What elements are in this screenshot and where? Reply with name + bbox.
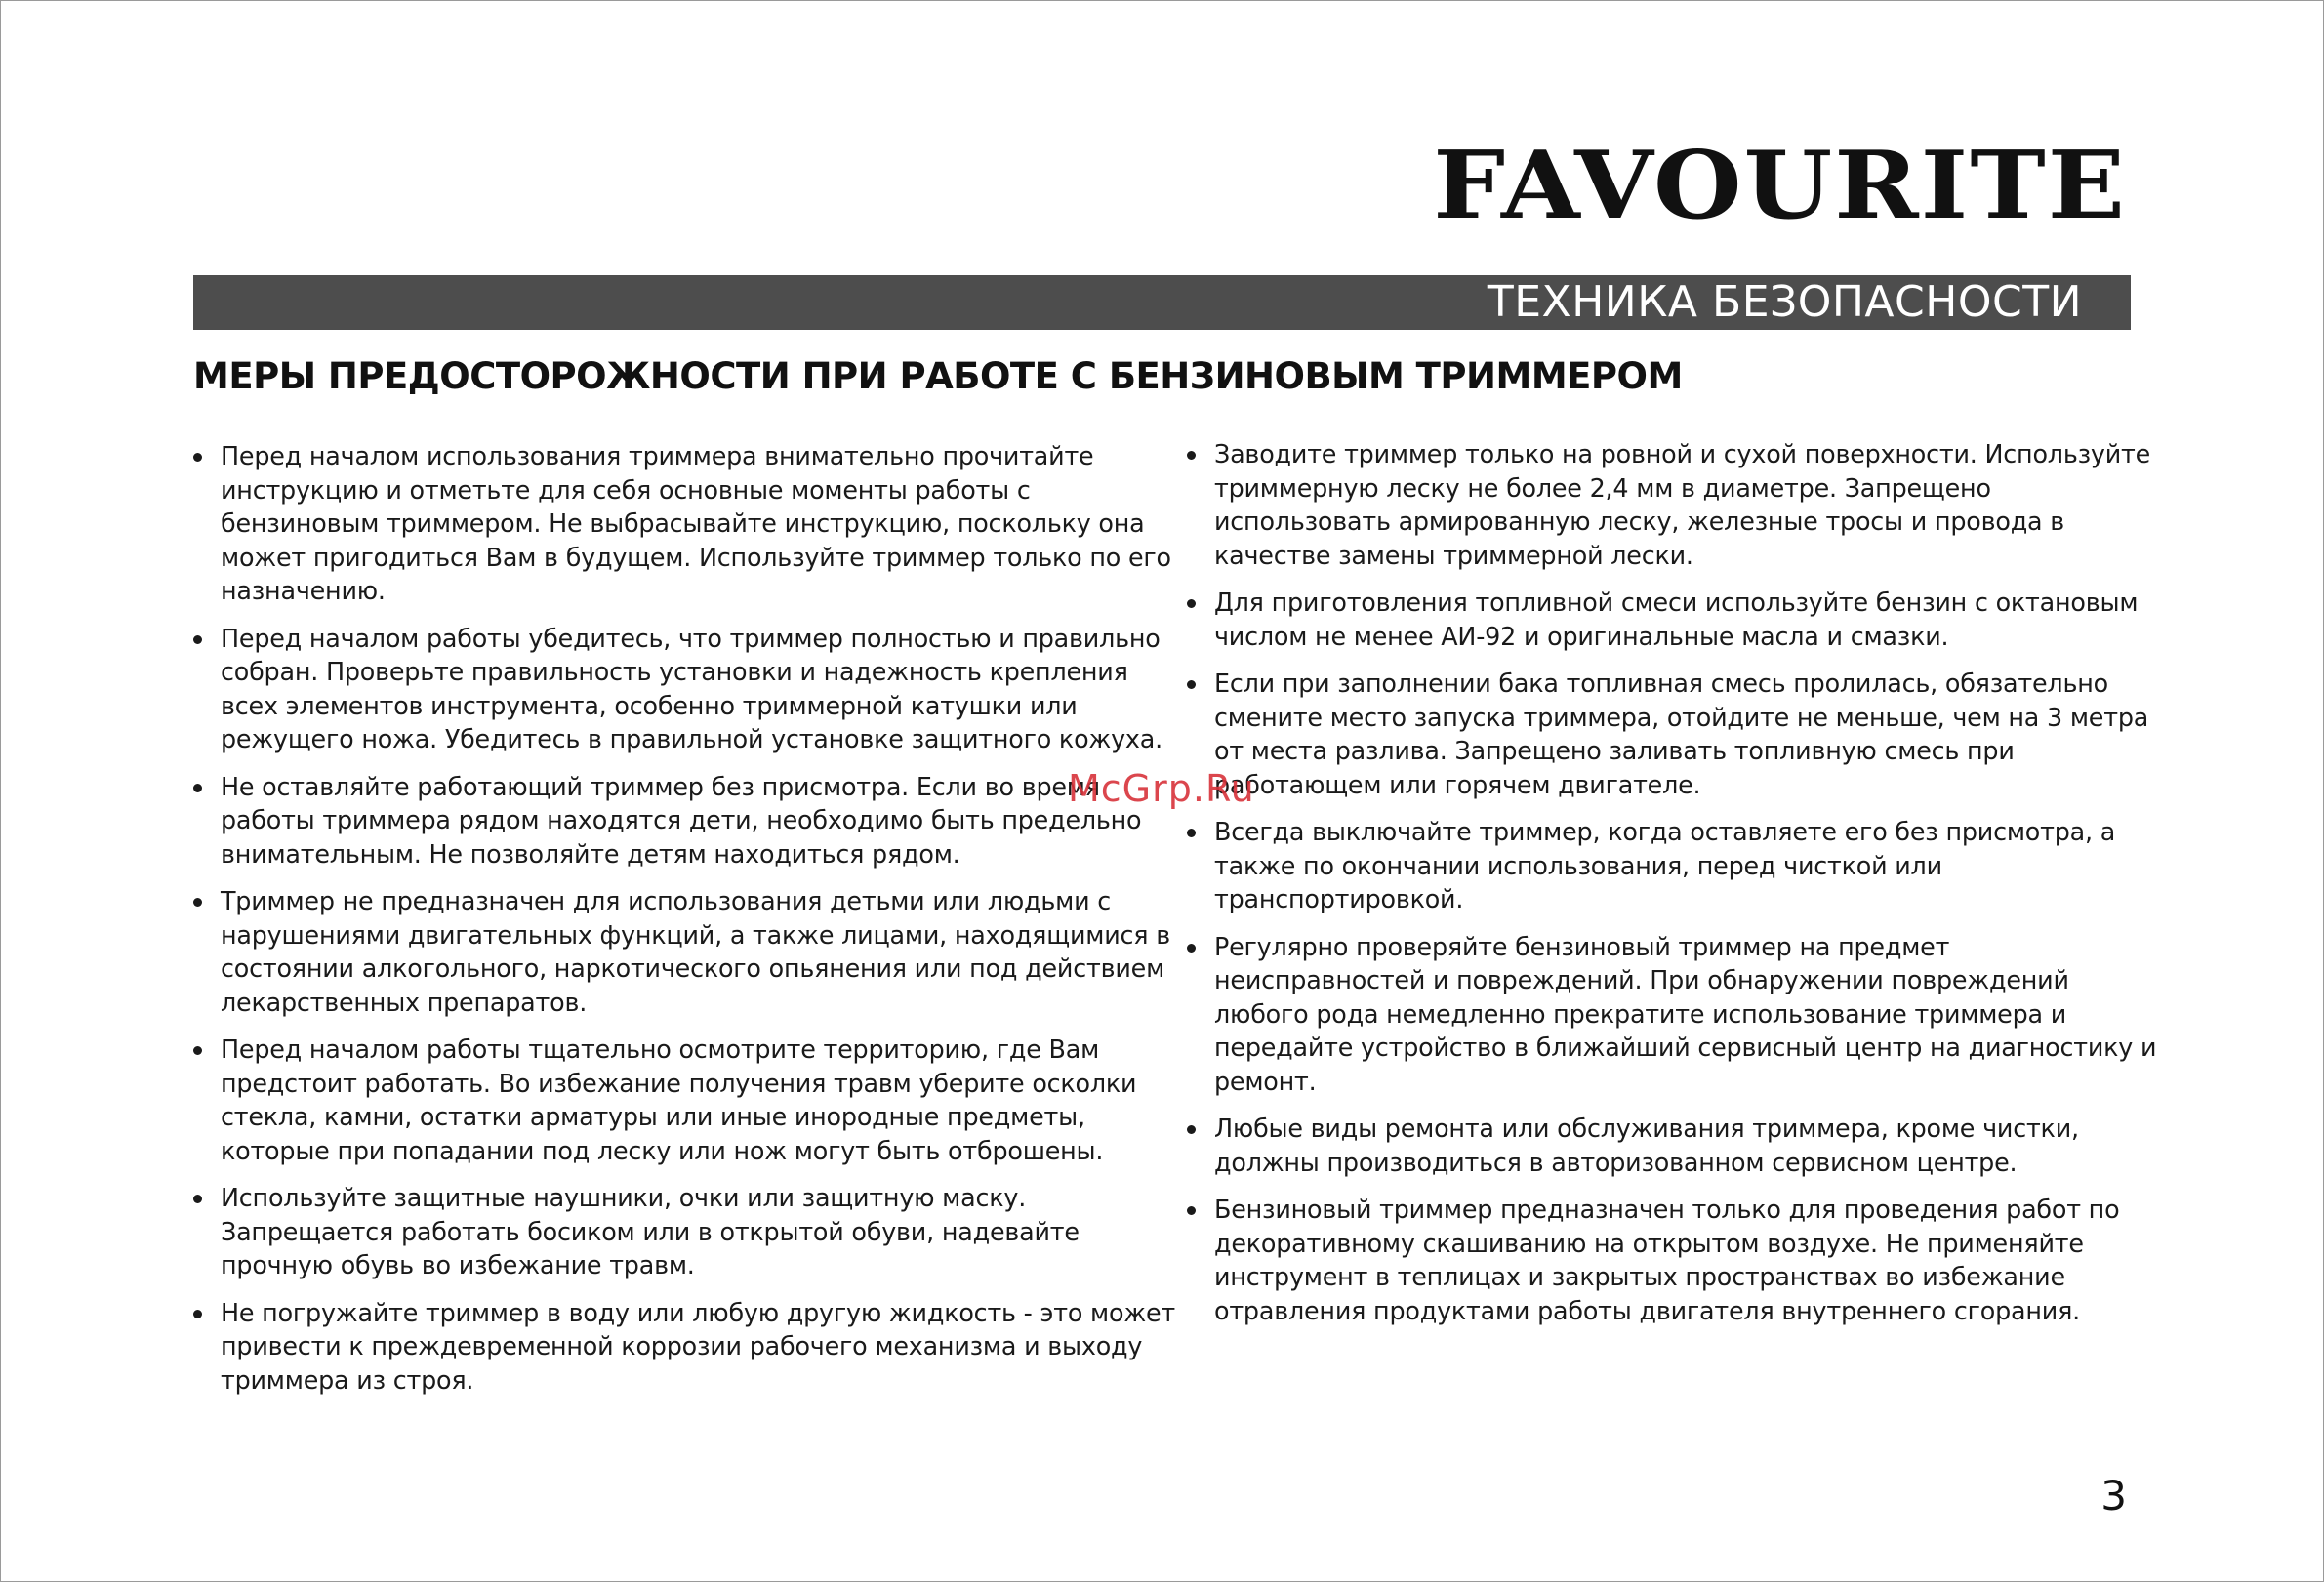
list-item-text: Любые виды ремонта или обслуживания триммера, кроме чистки, должны производиться в авторизованном сервисном центре. [1214,1114,2079,1177]
list-item [193,622,1179,756]
bullet-icon [1187,944,1196,953]
list-item [1187,437,2163,572]
left-column-list [193,439,1179,1410]
list-item-text: Перед началом использования триммера внимательно прочитайте инструкцию и отметьте для себя основные моменты работы с бензиновым триммером. Не выбрасывайте инструкцию, поскольку она может пригодиться Вам в будущем. Используйте триммер только по его назначению. [221,441,1171,605]
list-item-text: Триммер не предназначен для использования детьми или людьми с нарушениями двигательных функций, а также лицами, находящимися в состоянии алкогольного, наркотического опьянения или под действием лекарственных препаратов. [221,886,1170,1017]
list-item-text: Всегда выключайте триммер, когда оставляете его без присмотра, а также по окончании использования, перед чисткой или транспортировкой. [1214,817,2116,913]
list-item [193,1296,1179,1398]
right-column-list [1187,437,2163,1341]
list-item [1187,815,2163,916]
brand-logo: FAVOURITE [1433,129,2127,241]
list-item [193,1181,1179,1282]
list-item-text: Используйте защитные наушники, очки или защитную маску. Запрещается работать босиком или в открытой обуви, надевайте прочную обувь во избежание травм. [221,1183,1080,1279]
list-item-text: Перед началом работы убедитесь, что триммер полностью и правильно собран. Проверьте правильность установки и надежность крепления всех элементов инструмента, особенно триммерной катушки или режущего ножа. Убедитесь в правильной установке защитного кожуха. [221,623,1162,753]
list-item-text: Не оставляйте работающий триммер без присмотра. Если во время работы триммера рядом находятся дети, необходимо быть предельно внимательным. Не позволяйте детям находиться рядом. [221,771,1142,869]
bullet-icon [193,1195,202,1203]
bullet-icon [1187,451,1196,460]
list-item-text: Для приготовления топливной смеси используйте бензин с октановым числом не менее АИ-92 и оригинальные масла и смазки. [1214,588,2139,651]
list-item [193,439,1179,608]
bullet-icon [1187,599,1196,608]
bullet-icon [1187,680,1196,689]
bullet-icon [193,635,202,644]
list-item [1187,586,2163,653]
list-item [1187,1193,2163,1327]
bullet-icon [1187,1125,1196,1134]
list-item-text: Заводите триммер только на ровной и сухой поверхности. Используйте триммерную леску не более 2,4 мм в диаметре. Запрещено использовать армированную леску, железные тросы и провода в качестве замены триммерной лески. [1214,439,2151,570]
bullet-icon [1187,829,1196,837]
bullet-icon [193,1046,202,1055]
section-title: ТЕХНИКА БЕЗОПАСНОСТИ [1487,277,2082,327]
list-item-text: Перед началом работы тщательно осмотрите территорию, где Вам предстоит работать. Во избежание получения травм уберите осколки стекла, камни, остатки арматуры или иные инородные предметы, которые при попадании под леску или нож могут быть отброшены. [221,1034,1137,1165]
bullet-icon [193,784,202,792]
list-item-text: Не погружайте триммер в воду или любую другую жидкость - это может привести к преждевременной коррозии рабочего механизма и выходу триммера из строя. [221,1297,1176,1395]
bullet-icon [193,453,202,462]
bullet-icon [1187,1206,1196,1215]
watermark: McGrp.Ru [1068,767,1255,810]
bullet-icon [193,898,202,907]
section-header-bar [193,275,2131,330]
page-number: 3 [2100,1472,2127,1520]
list-item-text: Бензиновый триммер предназначен только для проведения работ по декоративному скашиванию на открытом воздухе. Не применяйте инструмент в теплицах и закрытых пространствах во избежание отравления продуктами работы двигателя внутреннего сгорания. [1214,1195,2120,1325]
list-item [193,884,1179,1019]
list-item-text: Если при заполнении бака топливная смесь пролилась, обязательно смените место запуска триммера, отойдите не меньше, чем на 3 метра от места разлива. Запрещено заливать топливную смесь при работающем или горячем двигателе. [1214,669,2149,799]
list-item-text: Регулярно проверяйте бензиновый триммер на предмет неисправностей и повреждений. При обнаружении повреждений любого рода немедленно прекратите использование триммера и передайте устройство в ближайший сервисный центр на диагностику и ремонт. [1214,931,2157,1096]
list-item [1187,930,2163,1099]
page-heading: МЕРЫ ПРЕДОСТОРОЖНОСТИ ПРИ РАБОТЕ С БЕНЗИНОВЫМ ТРИММЕРОМ [193,355,1683,397]
list-item [1187,667,2163,801]
bullet-icon [193,1310,202,1318]
list-item [193,770,1179,872]
list-item [1187,1112,2163,1179]
list-item [193,1033,1179,1167]
